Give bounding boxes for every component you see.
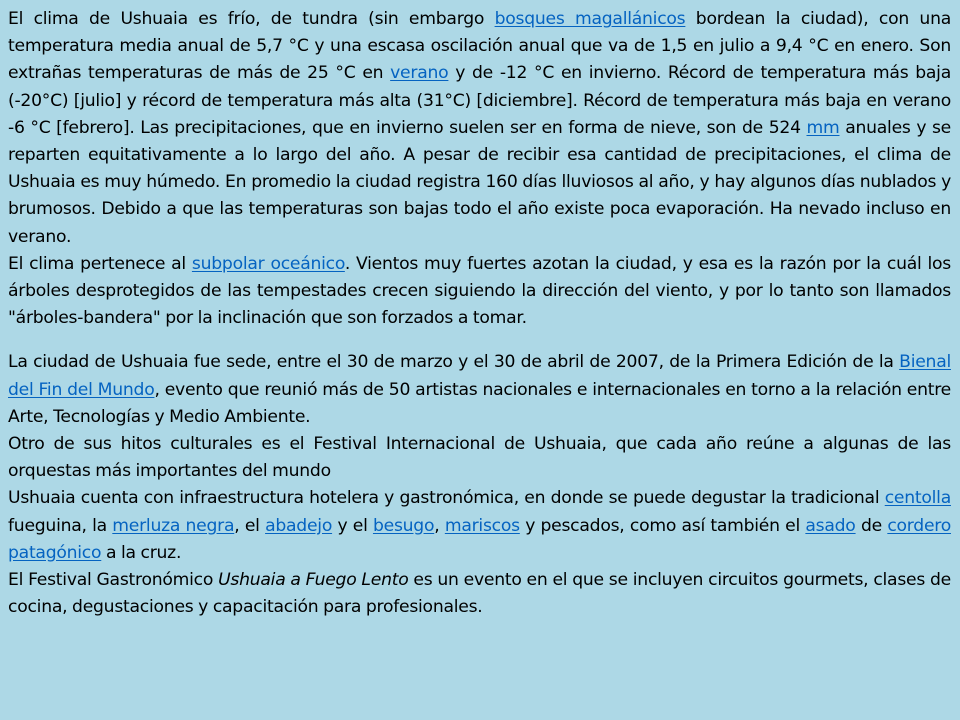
- festival-paragraph: [8, 431, 951, 485]
- link-mariscos[interactable]: mariscos: [444, 515, 520, 536]
- text-segment: El clima de Ushuaia es frío, de tundra (sin embargo: [8, 9, 495, 29]
- paragraph-gap: [8, 332, 951, 349]
- text-segment: y de -12 °C en invierno. Récord de temperatura más baja (-20°C) [julio] y récord de temperatura más alta (31°C) [diciembre]. Récord de temperatura más baja en verano -6 °C [febrero]. Las precipitaciones, que en invierno suelen ser en forma de nieve, son de 524: [8, 63, 951, 138]
- link-asado[interactable]: asado: [805, 515, 856, 536]
- text-segment: ,: [434, 515, 445, 536]
- link-abadejo[interactable]: abadejo: [265, 515, 333, 536]
- text-segment: El clima pertenece al: [8, 253, 192, 274]
- text-segment: bordean la ciudad), con una temperatura media anual de 5,7 °C y una escasa oscilación anual que va de 1,5 en julio a 9,4 °C en enero. Son extrañas temperaturas de más de 25 °C en: [8, 9, 952, 84]
- link-mm[interactable]: mm: [806, 117, 840, 138]
- text-segment: es un evento en el que se incluyen circuitos gourmets, clases de cocina, degustaciones y capacitación para profesionales.: [8, 570, 951, 618]
- link-bosques-magallanicos[interactable]: bosques magallánicos: [494, 9, 686, 29]
- text-segment: El Festival Gastronómico: [8, 570, 219, 591]
- bienal-paragraph: [8, 349, 951, 431]
- climate-paragraph: [8, 6, 951, 251]
- link-cordero-patagonico[interactable]: cordero patagónico: [8, 515, 951, 563]
- gastronomy-paragraph: [8, 485, 951, 567]
- link-centolla[interactable]: centolla: [884, 488, 951, 509]
- text-segment: fueguina, la: [8, 515, 113, 536]
- text-segment: La ciudad de Ushuaia fue sede, entre el 30 de marzo y el 30 de abril de 2007, de la Primera Edición de la: [8, 352, 900, 373]
- text-segment: de: [855, 515, 888, 536]
- text-segment: Ushuaia cuenta con infraestructura hotelera y gastronómica, en donde se puede degustar la tradicional: [8, 488, 885, 509]
- text-segment: y el: [332, 515, 373, 536]
- text-segment: Otro de sus hitos culturales es el Festival Internacional de Ushuaia, que cada año reúne a algunas de las orquestas más importantes del mundo: [8, 434, 951, 482]
- text-segment: , evento que reunió más de 50 artistas nacionales e internacionales en torno a la relación entre Arte, Tecnologías y Medio Ambiente.: [8, 379, 951, 427]
- text-segment: anuales y se reparten equitativamente a lo largo del año. A pesar de recibir esa cantidad de precipitaciones, el clima de Ushuaia es muy húmedo. En promedio la ciudad registra 160 días lluviosos al año, y hay algunos días nublados y brumosos. Debido a que las temperaturas son bajas todo el año existe poca evaporación. Ha nevado incluso en verano.: [8, 117, 951, 247]
- text-segment: . Vientos muy fuertes azotan la ciudad, y esa es la razón por la cuál los árboles desprotegidos de las tempestades crecen siguiendo la dirección del viento, y por lo tanto son llamados "árboles-bandera" por la inclinación que son forzados a tomar.: [8, 253, 951, 329]
- text-segment: a la cruz.: [101, 542, 182, 563]
- link-verano[interactable]: verano: [390, 63, 449, 84]
- text-segment: y pescados, como así también el: [519, 515, 806, 536]
- food-festival-paragraph: [8, 567, 951, 621]
- link-bienal-del-fin-del-mundo[interactable]: Bienal del Fin del Mundo: [8, 352, 951, 400]
- text-segment: , el: [234, 515, 266, 536]
- climate-type-paragraph: [8, 251, 951, 333]
- link-besugo[interactable]: besugo: [372, 515, 435, 536]
- link-merluza-negra[interactable]: merluza negra: [112, 515, 235, 536]
- link-subpolar-oceanico[interactable]: subpolar oceánico: [191, 253, 345, 274]
- festival-name: Ushuaia a Fuego Lento: [218, 570, 409, 591]
